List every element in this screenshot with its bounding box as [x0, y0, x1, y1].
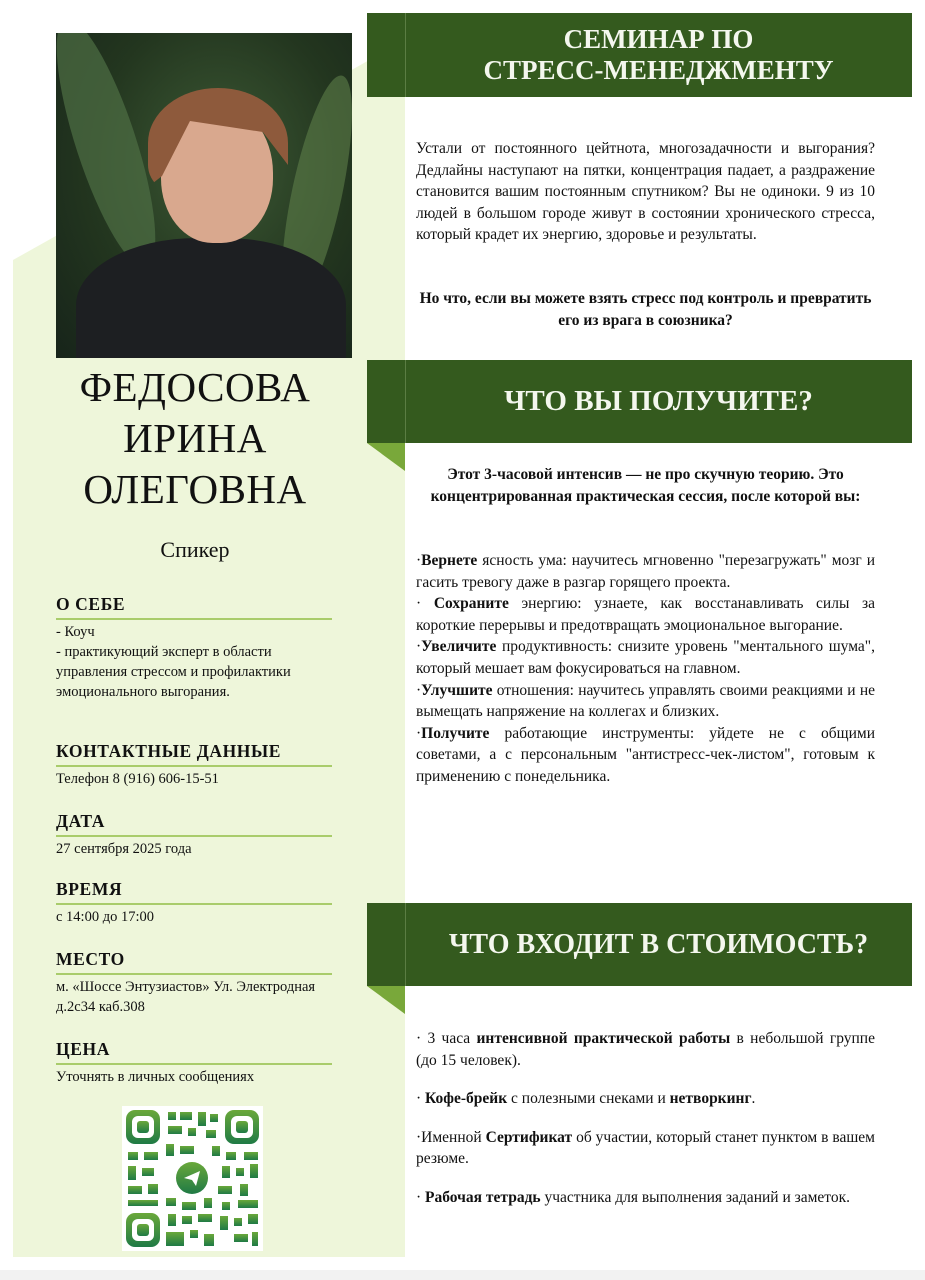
bullet: ·: [416, 681, 422, 699]
qr-code-graphic: [122, 1106, 263, 1251]
benefit-keyword: Получите: [421, 724, 490, 742]
item-keyword: Рабочая тетрадь: [425, 1188, 541, 1206]
benefit-keyword: Увеличите: [421, 638, 497, 656]
section-text: [56, 622, 332, 702]
page-title-line: СТРЕСС-МЕНЕДЖМЕНТУ: [483, 55, 834, 85]
section-title: МЕСТО: [56, 949, 332, 975]
benefit-text: отношения: научитесь управлять своими реакциями и не вымещать напряжение на коллегах и близких.: [416, 681, 875, 721]
bullet: ·: [416, 552, 422, 569]
title-banner: [367, 13, 912, 97]
page-bottom-edge: [0, 1270, 925, 1280]
phone-text[interactable]: Телефон 8 (916) 606-15-51: [56, 771, 219, 787]
person-body-shape: [76, 238, 346, 358]
date-section: [56, 811, 332, 859]
benefit-text: энергию: узнаете, как восстанавливать силы за короткие перерывы и предотвращать эмоциональное выгорание.: [416, 595, 875, 634]
date-text: 27 сентября 2025 года: [56, 841, 192, 857]
item-text: участника для выполнения заданий и заметок.: [540, 1188, 851, 1206]
section-title: КОНТАКТНЫЕ ДАННЫЕ: [56, 741, 332, 767]
benefit-item: [416, 593, 875, 636]
speaker-name: [45, 362, 345, 515]
time-text: с 14:00 до 17:00: [56, 909, 154, 925]
contacts-section: [56, 741, 332, 789]
page-title-line: СЕМИНАР ПО: [563, 24, 754, 54]
benefits-title: ЧТО ВЫ ПОЛУЧИТЕ?: [504, 385, 813, 417]
speaker-surname: ФЕДОСОВА: [79, 364, 311, 410]
item-text: с полезными снеками и: [507, 1090, 670, 1108]
item-keyword: Сертификат: [485, 1128, 573, 1146]
benefits-banner: [367, 360, 912, 443]
benefits-lead: Этот 3-часовой интенсив — не про скучную теорию. Это концентрированная практическая сессия, после которой вы:: [430, 466, 861, 505]
price-text: Уточнять в личных сообщениях: [56, 1069, 255, 1085]
about-section: [56, 594, 332, 702]
section-title: О СЕБЕ: [56, 594, 332, 620]
item-text: в небольшой группе (до 15 человек).: [416, 1030, 875, 1069]
place-section: [56, 949, 332, 1017]
item-text: об участии, который станет пунктом в вашем резюме.: [416, 1128, 875, 1168]
intro-paragraph: Устали от постоянного цейтнота, многозадачности и выгорания? Дедлайны наступают на пятки, концентрация падает, а раздражение становится вашим постоянным спутником? Вы не одиноки. 9 из 10 людей в большом городе живут в состоянии хронического стресса, который крадет их энергию, здоровье и результаты.: [416, 140, 875, 244]
speaker-first-name: ИРИНА: [123, 415, 267, 461]
item-text: ·: [416, 1090, 426, 1108]
speaker-patronymic: ОЛЕГОВНА: [83, 466, 307, 512]
speaker-role: Спикер: [160, 537, 230, 562]
item-keyword: нетворкинг: [669, 1090, 752, 1108]
price-banner: [367, 903, 912, 986]
benefit-text: ясность ума: научитесь мгновенно "перезагружать" мозг и гасить тревогу даже в разгар горящего проекта.: [416, 552, 875, 591]
item-text: · 3 часа: [416, 1030, 477, 1047]
section-title: ВРЕМЯ: [56, 879, 332, 905]
benefit-text: продуктивность: снизите уровень "ментального шума", который мешает вам фокусироваться на главном.: [416, 638, 875, 677]
benefit-keyword: Сохраните: [433, 595, 509, 613]
benefit-keyword: Улучшите: [421, 681, 493, 699]
included-item: [416, 1028, 875, 1071]
benefit-text: работающие инструменты: уйдете не с общими советами, а с персональным "антистресс-чек-листом", готовым к применению с понедельника.: [416, 724, 875, 785]
price-includes-title: ЧТО ВХОДИТ В СТОИМОСТЬ?: [448, 928, 869, 960]
benefits-list: [416, 550, 875, 788]
benefit-item: [416, 680, 875, 723]
price-section: [56, 1039, 332, 1087]
speaker-photo: [56, 33, 352, 358]
benefit-keyword: Вернете: [421, 552, 478, 569]
page-title: [445, 24, 833, 86]
included-item: [416, 1187, 875, 1209]
item-keyword: Кофе-брейк: [425, 1090, 508, 1108]
place-text: м. «Шоссе Энтузиастов» Ул. Электродная д.2с34 каб.308: [56, 979, 316, 1015]
section-title: ЦЕНА: [56, 1039, 332, 1065]
included-item: [416, 1088, 875, 1110]
benefit-item: [416, 550, 875, 593]
bullet: ·: [416, 724, 422, 742]
item-text: ·Именной: [416, 1128, 486, 1146]
qr-code-icon[interactable]: [122, 1106, 263, 1251]
bullet: ·: [416, 638, 422, 656]
section-title: ДАТА: [56, 811, 332, 837]
benefit-item: [416, 723, 875, 788]
benefit-item: [416, 636, 875, 679]
item-text: ·: [416, 1188, 426, 1206]
about-line: - практикующий эксперт в области управления стрессом и профилактики эмоционального выгорания.: [56, 644, 291, 700]
about-line: - Коуч: [56, 624, 95, 640]
intro-question: Но что, если вы можете взять стресс под контроль и превратить его из врага в союзника?: [419, 290, 872, 329]
time-section: [56, 879, 332, 927]
price-includes-list: [416, 1028, 875, 1209]
item-text: .: [751, 1090, 756, 1108]
bullet: ·: [416, 595, 434, 613]
item-keyword: интенсивной практической работы: [476, 1030, 731, 1047]
included-item: [416, 1127, 875, 1170]
